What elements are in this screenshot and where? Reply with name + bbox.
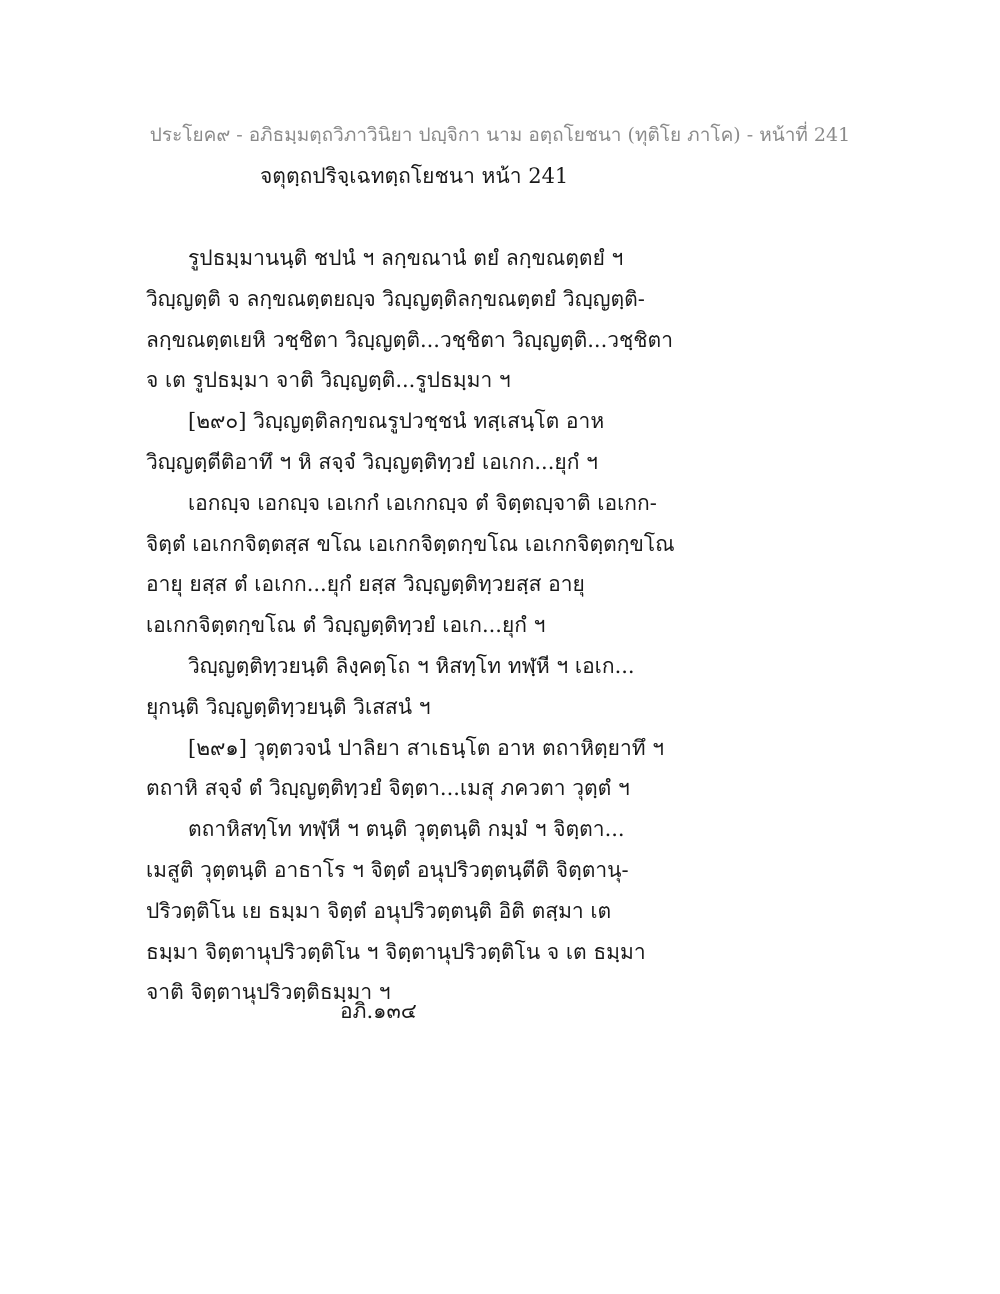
text-line: วิญฺญตฺติทฺวยนฺติ ลิงฺคตฺโถ ฯ หิสทฺโท ทฬฺหี ฯ เอเก...: [188, 653, 635, 678]
text-line: จ เต รูปธมฺมา จาติ วิญฺญตฺติ...รูปธมฺมา ฯ: [146, 368, 511, 393]
text-line: ตถาหิสทฺโท ทฬฺหี ฯ ตนฺติ วุตฺตนฺติ กมฺมํ ฯ จิตฺตา...: [188, 817, 625, 842]
text-line: อายุ ยสฺส ตํ เอเกก...ยุกํ ยสฺส วิญฺญตฺติทฺวยสฺส อายุ: [146, 572, 585, 597]
text-line: ลกฺขณตฺตเยหิ วชฺชิตา วิญฺญตฺติ...วชฺชิตา วิญฺญตฺติ...วชฺชิตา: [146, 327, 673, 352]
text-line: [๒๙๐] วิญฺญตฺติลกฺขณรูปวชฺชนํ ทสฺเสนฺโต อาห: [188, 409, 605, 434]
text-line: ตถาหิ สจฺจํ ตํ วิญฺญตฺติทฺวยํ จิตฺตา...เมสุ ภควตา วุตฺตํ ฯ: [146, 776, 630, 801]
body-text: [146, 238, 675, 1013]
text-line: เมสูติ วุตฺตนฺติ อาธาโร ฯ จิตฺตํ อนุปริวตฺตนฺตีติ จิตฺตานุ-: [146, 857, 629, 882]
text-line: เอเกกจิตฺตกฺขโณ ตํ วิญฺญตฺติทฺวยํ เอเก...ยุกํ ฯ: [146, 613, 546, 638]
text-line: ยุกนฺติ วิญฺญตฺติทฺวยนฺติ วิเสสนํ ฯ: [146, 694, 431, 719]
page-reference: อภิ.๑๓๔: [340, 999, 417, 1023]
text-line: [๒๙๑] วุตฺตวจนํ ปาลิยา สาเธนฺโต อาห ตถาหิตฺยาทึ ฯ: [188, 735, 665, 760]
text-line: วิญฺญตฺติ จ ลกฺขณตฺตยญฺจ วิญฺญตฺติลกฺขณตฺตยํ วิญฺญตฺติ-: [146, 286, 645, 311]
text-line: เอกญฺจ เอกญฺจ เอเกกํ เอเกกญฺจ ตํ จิตฺตญฺจาติ เอเกก-: [188, 490, 657, 515]
text-line: ปริวตฺติโน เย ธมฺมา จิตฺตํ อนุปริวตฺตนฺติ อิติ ตสฺมา เต: [146, 898, 612, 923]
text-line: ธมฺมา จิตฺตานุปริวตฺติโน ฯ จิตฺตานุปริวตฺติโน จ เต ธมฺมา: [146, 939, 646, 964]
text-line: รูปธมฺมานนฺติ ชปนํ ฯ ลกฺขณานํ ตยํ ลกฺขณตฺตยํ ฯ: [188, 246, 624, 270]
text-line: วิญฺญตฺตีติอาทึ ฯ หิ สจฺจํ วิญฺญตฺติทฺวยํ เอเกก...ยุกํ ฯ: [146, 449, 598, 474]
running-header: ประโยค๙ - อภิธมฺมตฺถวิภาวินิยา ปญฺจิกา นาม อตฺถโยชนา (ทุติโย ภาโค) - หน้าที่ 241: [149, 124, 851, 146]
text-line: จาติ จิตฺตานุปริวตฺติธมฺมา ฯ: [146, 980, 391, 1005]
section-title: จตุตฺถปริจฺเฉทตฺถโยชนา หน้า 241: [260, 164, 569, 188]
text-line: จิตฺตํ เอเกกจิตฺตสฺส ขโณ เอเกกจิตฺตกฺขโณ เอเกกจิตฺตกฺขโณ: [146, 531, 675, 556]
